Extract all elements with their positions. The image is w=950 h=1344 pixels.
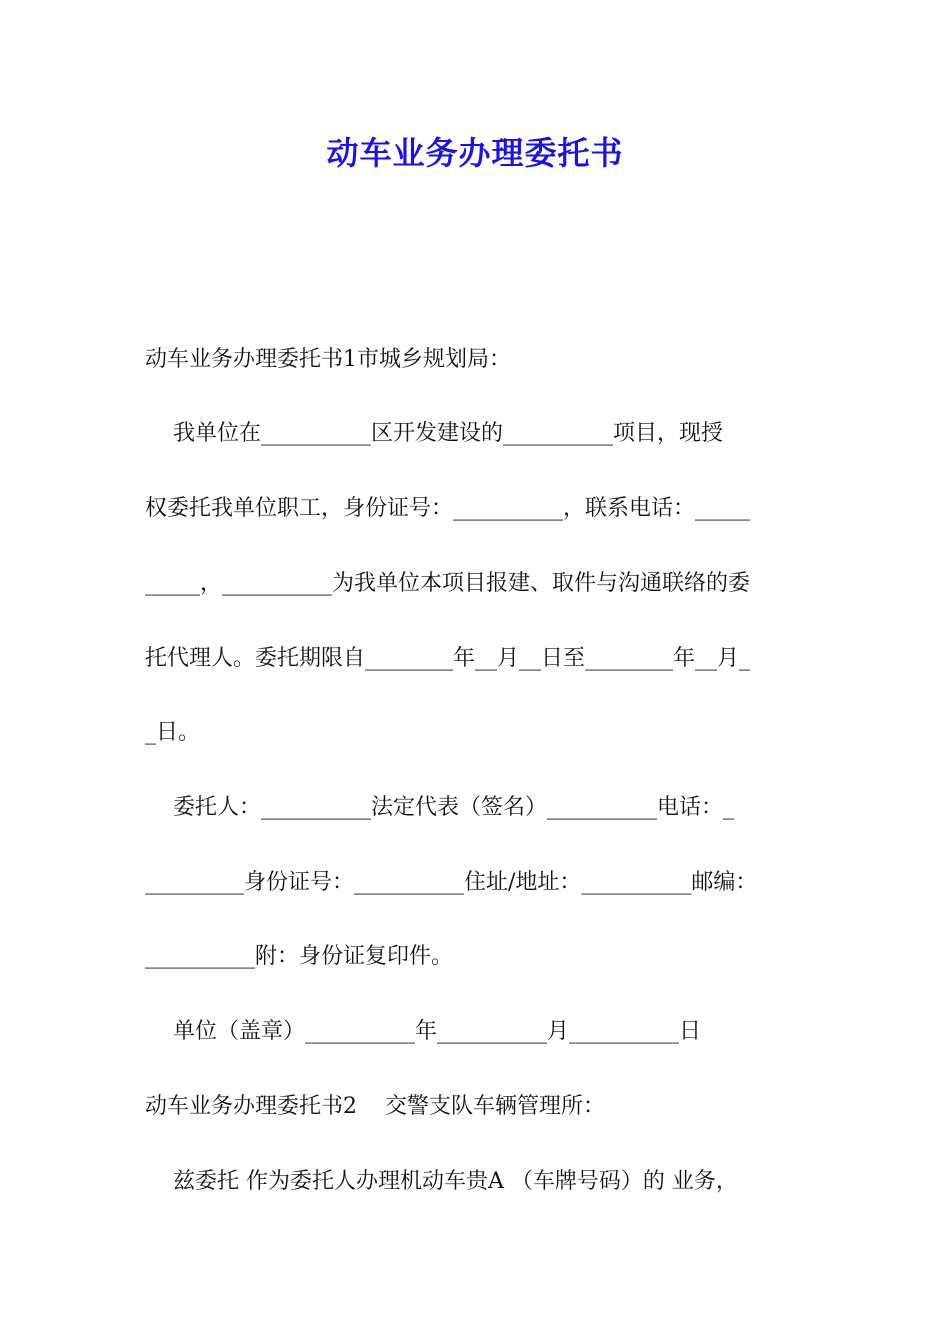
document-title: 动车业务办理委托书 — [326, 134, 624, 172]
text-line-6: _日。 — [145, 720, 201, 745]
text-line-3: 权委托我单位职工，身份证号：__________，联系电话：_____ — [145, 496, 751, 521]
text-line-4: _____，__________为我单位本项目报建、取件与沟通联络的委 — [145, 571, 751, 596]
text-line-10: 单位（盖章）__________年__________月__________日 — [145, 1019, 701, 1044]
text-line-12: 兹委托 作为委托人办理机动车贵A （车牌号码）的 业务， — [145, 1169, 738, 1194]
text-line-1: 动车业务办理委托书1市城乡规划局： — [145, 347, 511, 372]
text-line-9: __________附：身份证复印件。 — [145, 944, 454, 969]
text-line-8: _________身份证号：__________住址/地址：__________邮编： — [145, 870, 758, 895]
text-line-7: 委托人：__________法定代表（签名）__________电话：_ — [145, 795, 734, 820]
text-line-5: 托代理人。委托期限自________年__月__日至________年__月_ — [145, 646, 751, 671]
text-line-2: 我单位在__________区开发建设的__________项目，现授 — [145, 421, 723, 446]
text-line-11: 动车业务办理委托书2 交警支队车辆管理所： — [145, 1094, 605, 1119]
